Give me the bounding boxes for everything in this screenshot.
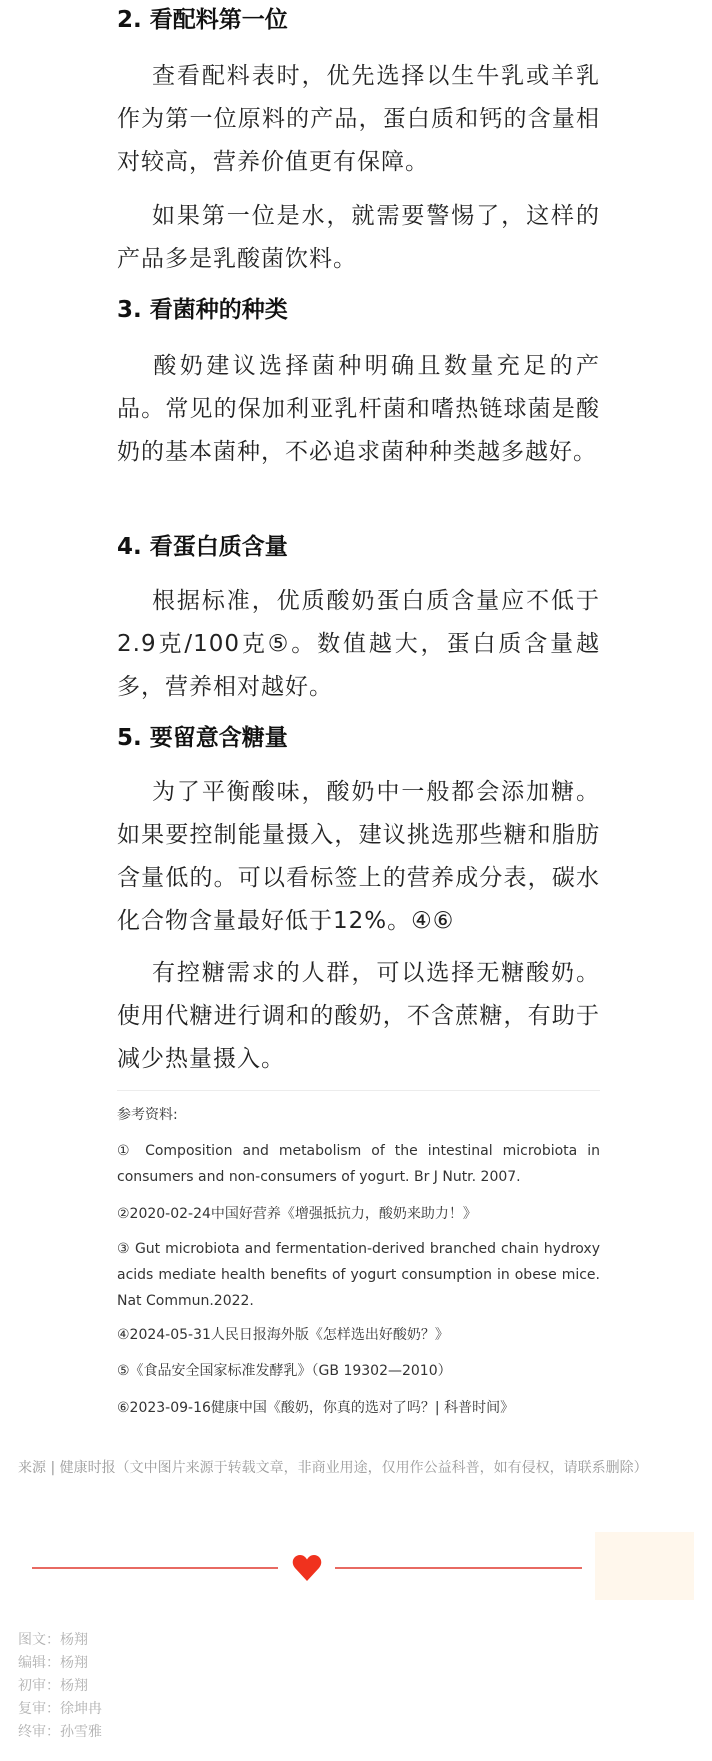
reference-item: ① Composition and metabolism of the intestinal microbiota in consumers and non-consumers of yogurt. Br J Nutr. 2007. (117, 1143, 600, 1185)
section-heading-ingredients: 2. 看配料第一位 (117, 7, 288, 33)
credit-line: 初审：杨翔 (18, 1678, 88, 1694)
credit-line: 复审：徐坤冉 (18, 1701, 102, 1717)
references-title: 参考资料: (117, 1107, 178, 1123)
separator-line-left (32, 1567, 278, 1569)
reference-item: ③ Gut microbiota and fermentation-derived branched chain hydroxy acids mediate health benefits of yogurt consumption in obese mice. Nat Commun.2022. (117, 1241, 600, 1309)
paragraph-text: 如果第一位是水，就需要警惕了，这样的产品多是乳酸菌饮料。 (117, 203, 600, 272)
credit-line: 图文：杨翔 (18, 1632, 88, 1648)
reference-item: ②2020-02-24中国好营养《增强抵抗力，酸奶来助力！》 (117, 1206, 477, 1222)
paragraph-text: 有控糖需求的人群，可以选择无糖酸奶。使用代糖进行调和的酸奶，不含蔗糖，有助于减少热量摄入。 (117, 960, 600, 1072)
paragraph (117, 580, 600, 709)
paragraph-text: 为了平衡酸味，酸奶中一般都会添加糖。如果要控制能量摄入，建议挑选那些糖和脂肪含量低的。可以看标签上的营养成分表，碳水化合物含量最好低于12%。④⑥ (117, 779, 600, 934)
paragraph (117, 195, 600, 281)
reference-item: ⑥2023-09-16健康中国《酸奶，你真的选对了吗？| 科普时间》 (117, 1400, 515, 1416)
decorative-block (595, 1532, 694, 1600)
section-heading-strains: 3. 看菌种的种类 (117, 297, 288, 323)
credit-line: 终审：孙雪雅 (18, 1724, 102, 1740)
credit-line: 编辑：杨翔 (18, 1655, 88, 1671)
paragraph-text: 酸奶建议选择菌种明确且数量充足的产品。常见的保加利亚乳杆菌和嗜热链球菌是酸奶的基本菌种，不必追求菌种种类越多越好。 (117, 353, 600, 465)
reference-item: ④2024-05-31人民日报海外版《怎样选出好酸奶？》 (117, 1327, 449, 1343)
paragraph-text: 查看配料表时，优先选择以生牛乳或羊乳作为第一位原料的产品，蛋白质和钙的含量相对较高，营养价值更有保障。 (117, 63, 600, 175)
section-heading-sugar: 5. 要留意含糖量 (117, 725, 288, 751)
reference-item: ⑤《食品安全国家标准发酵乳》（GB 19302—2010） (117, 1363, 452, 1379)
source-note: 来源 | 健康时报（文中图片来源于转载文章，非商业用途，仅用作公益科普，如有侵权，请联系删除） (18, 1460, 648, 1476)
paragraph-text: 根据标准，优质酸奶蛋白质含量应不低于2.9克/100克⑤。数值越大，蛋白质含量越多，营养相对越好。 (117, 588, 600, 700)
section-heading-protein: 4. 看蛋白质含量 (117, 534, 288, 560)
heart-icon (292, 1554, 322, 1582)
paragraph (117, 345, 600, 474)
separator-line-right (335, 1567, 582, 1569)
divider (117, 1090, 600, 1091)
paragraph (117, 771, 600, 943)
paragraph (117, 952, 600, 1081)
paragraph (117, 55, 600, 184)
